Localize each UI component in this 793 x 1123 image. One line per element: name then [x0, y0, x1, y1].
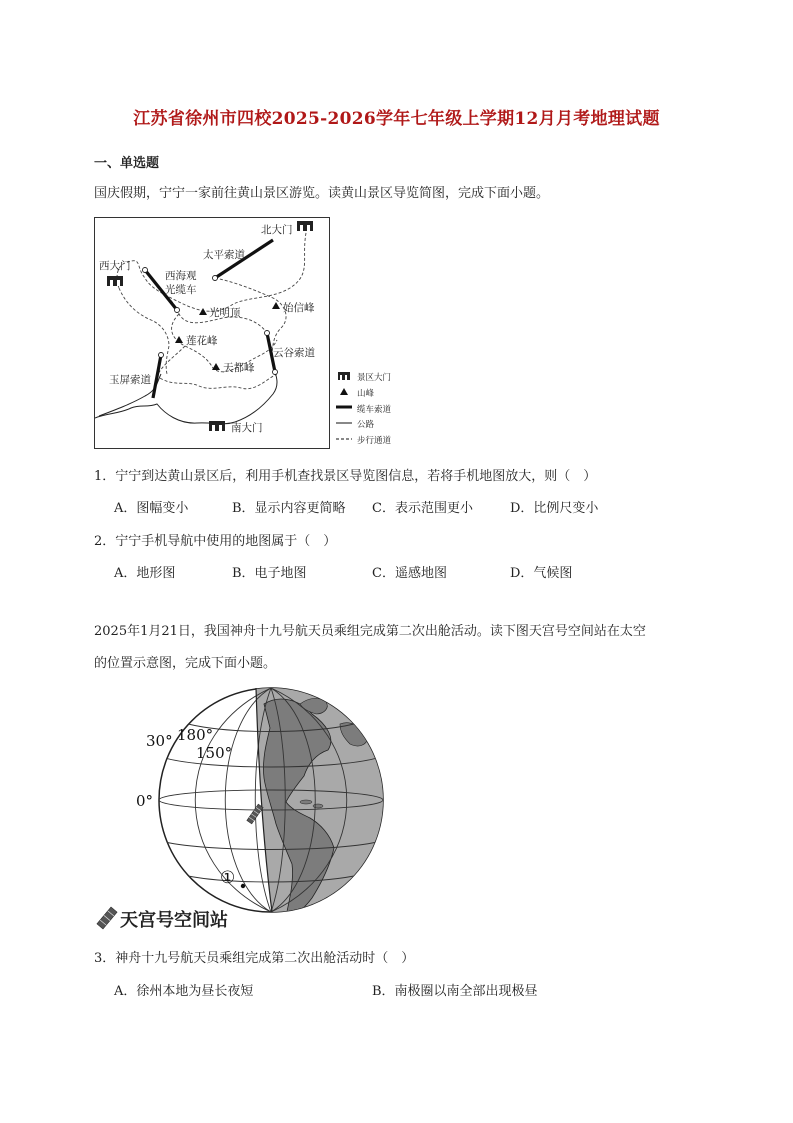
- station-legend-icon: [97, 907, 117, 929]
- legend-walk: 步行通道: [357, 436, 392, 446]
- label-shixinfeng: 始信峰: [283, 302, 315, 314]
- q2-option-b: B．电子地图: [232, 566, 307, 581]
- label-guangmingding: 光明顶: [209, 307, 241, 319]
- globe-drawing: [140, 684, 390, 916]
- q2-option-c: C．遥感地图: [372, 566, 447, 581]
- q1-option-c: C．表示范围更小: [372, 501, 473, 516]
- label-lon-150: 150°: [196, 744, 233, 762]
- intro-paragraph-2-line-2: 的位置示意图，完成下面小题。: [94, 656, 277, 671]
- huangshan-map: [94, 217, 330, 449]
- gate-icon-west: [107, 276, 123, 286]
- intro-paragraph-2-line-1: 2025年1月21日，我国神舟十九号航天员乘组完成第二次出舱活动。读下图天宫号空间站在太空: [94, 624, 646, 639]
- label-taiping: 太平索道: [203, 249, 245, 261]
- label-lat-30: 30°: [146, 732, 173, 750]
- peak-guangmingding: [199, 308, 207, 315]
- q3-option-a: A．徐州本地为昼长夜短: [114, 984, 254, 999]
- label-point-1: ①: [220, 868, 236, 888]
- q2-option-a: A．地形图: [114, 566, 176, 581]
- page-title: 江苏省徐州市四校2025-2026学年七年级上学期12月月考地理试题: [133, 109, 660, 129]
- q1-option-d: D．比例尺变小: [510, 501, 599, 516]
- gate-icon-north: [297, 221, 313, 231]
- q2-option-d: D．气候图: [510, 566, 573, 581]
- station-legend-label: 天宫号空间站: [120, 910, 228, 931]
- label-north-gate: 北大门: [261, 224, 293, 236]
- legend-peak: 山峰: [357, 389, 375, 399]
- label-lon-180: 180°: [177, 726, 214, 744]
- section-heading: 一、单选题: [94, 156, 160, 171]
- label-south-gate: 南大门: [231, 422, 263, 434]
- q1-option-b: B．显示内容更简略: [232, 501, 346, 516]
- label-yuping: 玉屏索道: [109, 374, 151, 386]
- label-xihai-1: 西海观: [165, 270, 197, 282]
- label-west-gate: 西大门: [99, 260, 131, 272]
- label-yungu: 云谷索道: [273, 347, 315, 359]
- question-1-stem: 1．宁宁到达黄山景区后，利用手机查找景区导览图信息，若将手机地图放大，则（ ）: [94, 469, 597, 484]
- globe-figure: [136, 684, 390, 916]
- peak-lianhuafeng: [175, 336, 183, 343]
- q3-option-b: B．南极圈以南全部出现极昼: [372, 984, 538, 999]
- legend-peak-icon: [340, 388, 348, 395]
- legend-road: 公路: [357, 420, 375, 430]
- gate-icon-south: [209, 421, 225, 431]
- label-lianhuafeng: 莲花峰: [186, 335, 218, 347]
- map-legend: [336, 370, 416, 450]
- legend-gate: 景区大门: [357, 373, 392, 383]
- legend-gate-icon: [338, 372, 350, 380]
- label-xihai-2: 光缆车: [165, 284, 197, 296]
- station-legend: [96, 906, 266, 932]
- label-lat-0: 0°: [136, 792, 154, 810]
- intro-paragraph-1: 国庆假期，宁宁一家前往黄山景区游览。读黄山景区导览简图，完成下面小题。: [94, 186, 550, 201]
- point-1-marker: [241, 884, 245, 888]
- peak-tiandufeng: [212, 363, 220, 370]
- q1-option-a: A．图幅变小: [114, 501, 189, 516]
- question-2-stem: 2．宁宁手机导航中使用的地图属于（ ）: [94, 534, 337, 549]
- legend-cable: 缆车索道: [357, 405, 392, 415]
- peak-shixinfeng: [272, 302, 280, 309]
- question-3-stem: 3．神舟十九号航天员乘组完成第二次出舱活动时（ ）: [94, 951, 415, 966]
- label-tiandufeng: 天都峰: [223, 362, 255, 374]
